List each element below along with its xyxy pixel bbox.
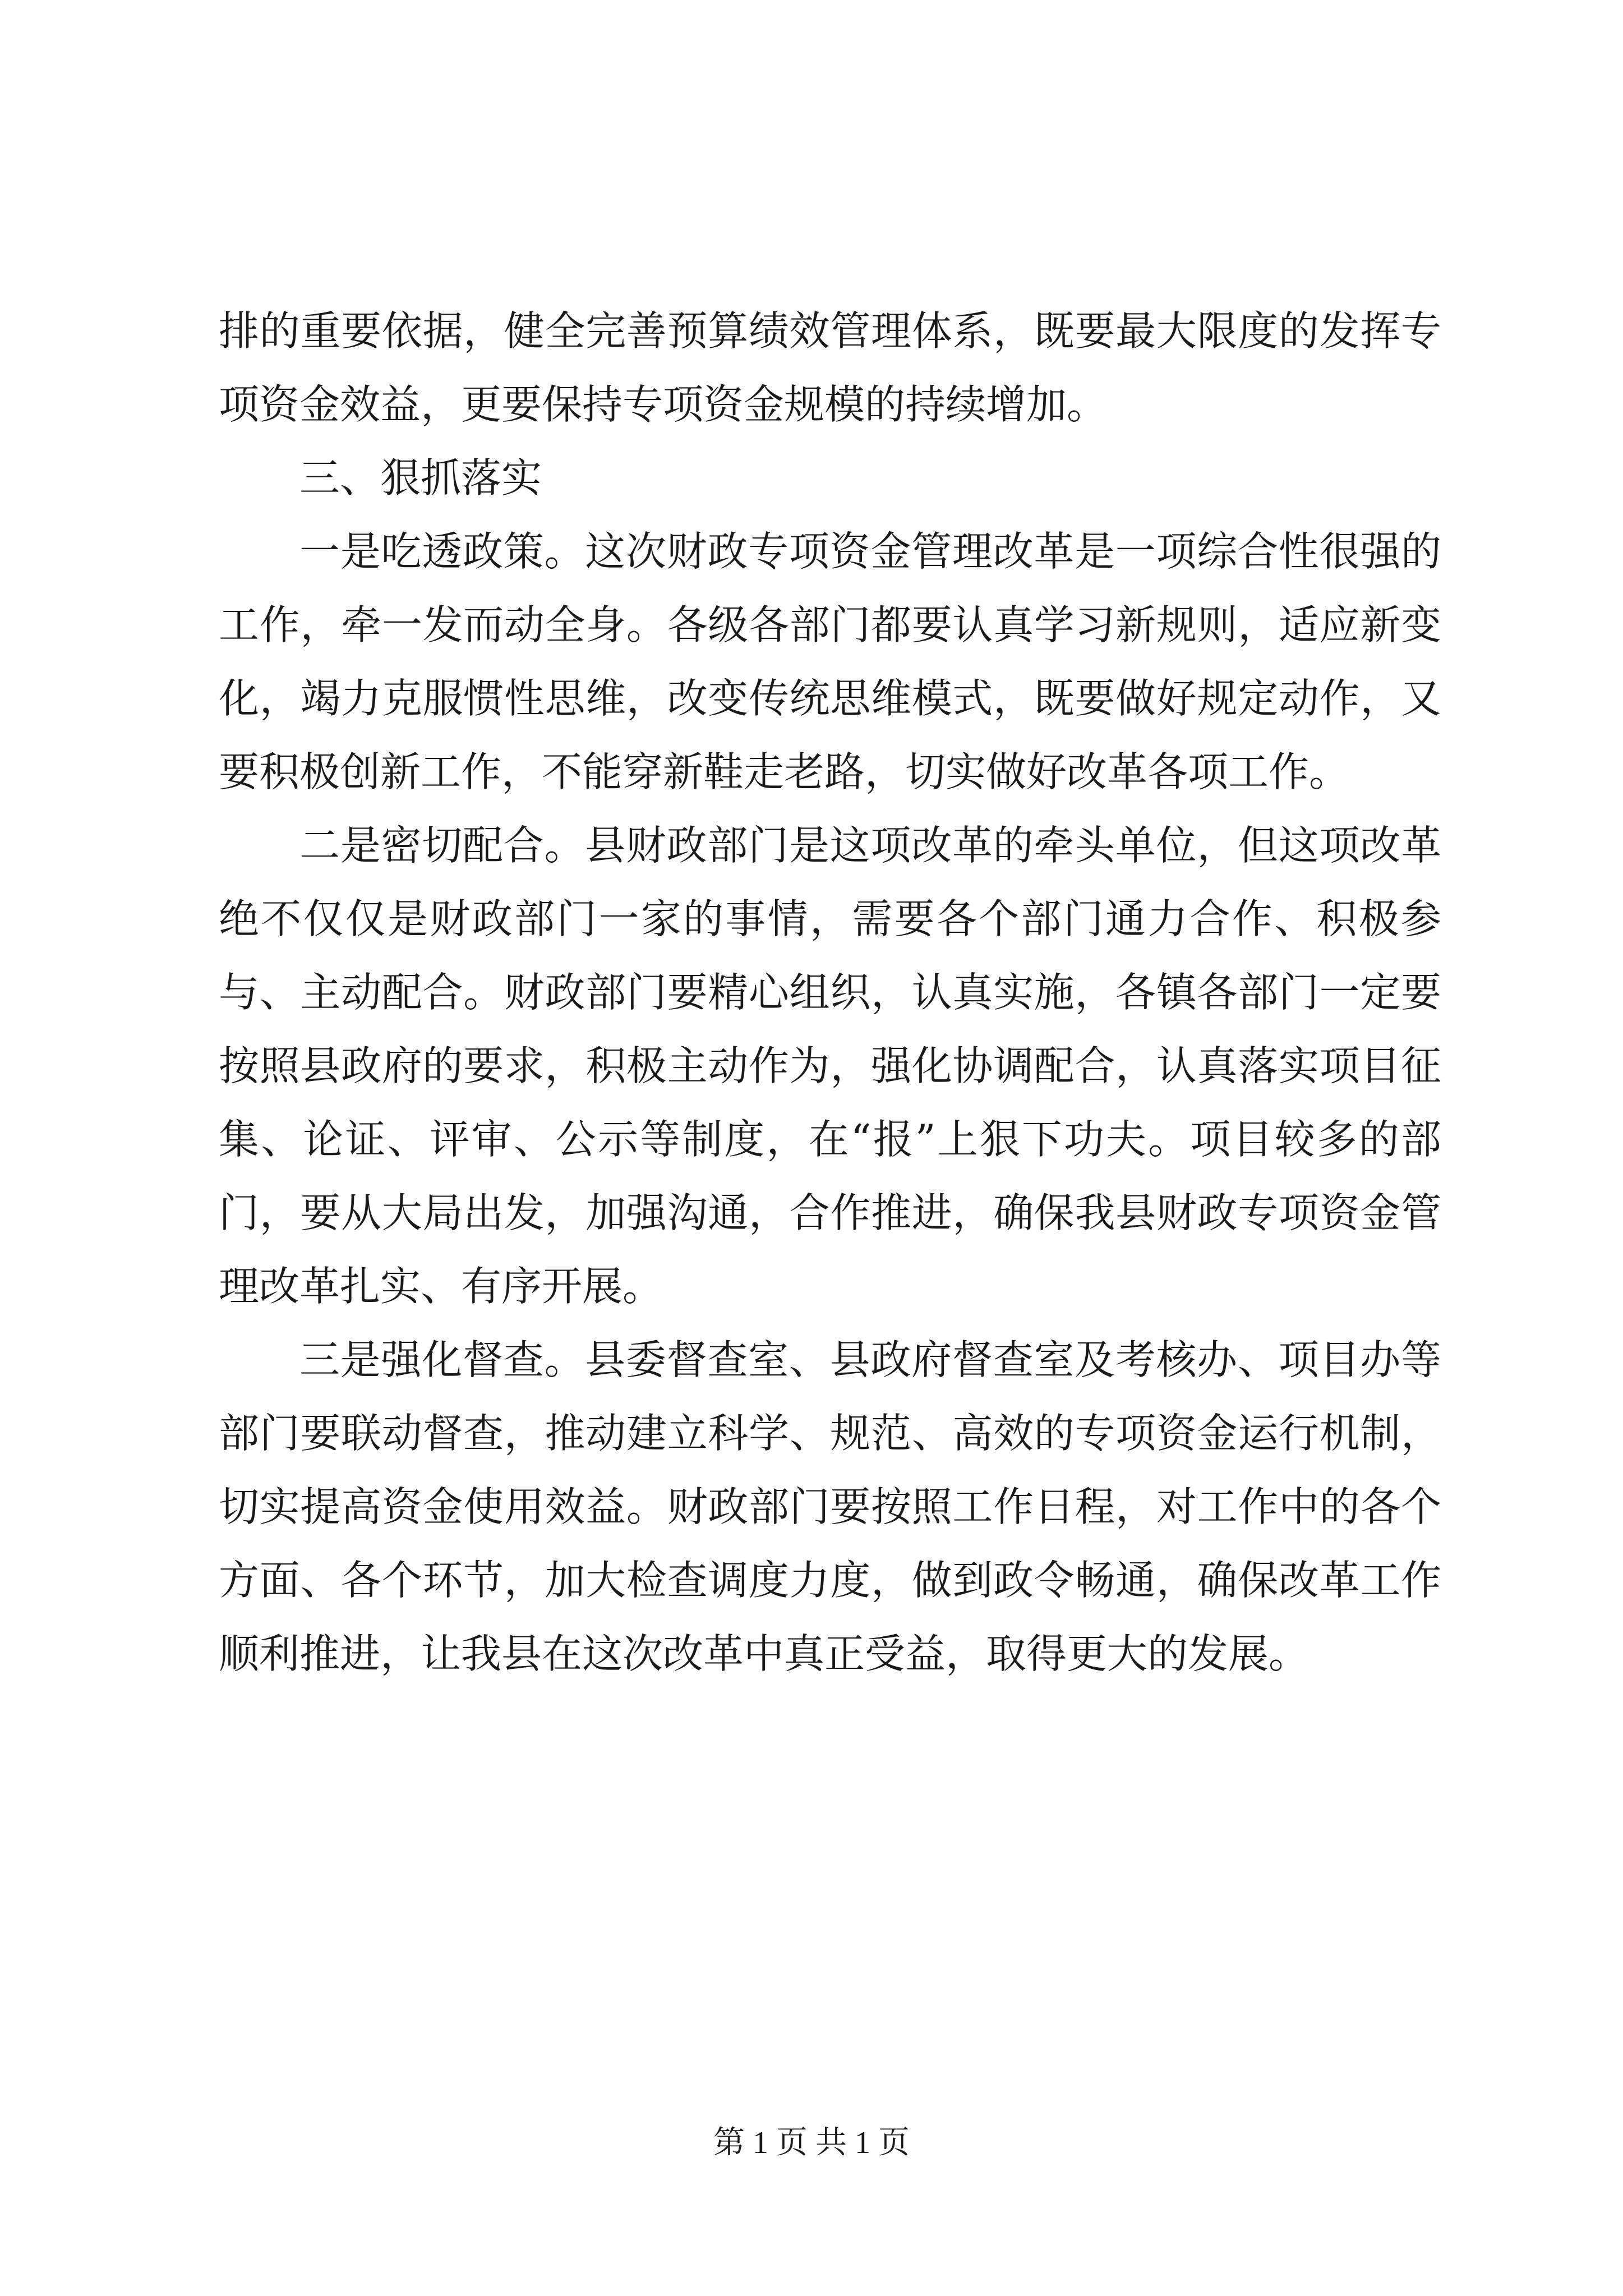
paragraph-continuation: 排的重要依据，健全完善预算绩效管理体系，既要最大限度的发挥专项资金效益，更要保持专项资金规模的持续增加。 (219, 307, 1441, 428)
section-heading: 三、狠抓落实 (299, 454, 542, 501)
body-text (219, 295, 1441, 1691)
page-footer: 第 1 页 共 1 页 (713, 2125, 910, 2160)
paragraph-policy: 一是吃透政策。这次财政专项资金管理改革是一项综合性很强的工作，牵一发而动全身。各级各部门都要认真学习新规则，适应新变化，竭力克服惯性思维，改变传统思维模式，既要做好规定动作，又要积极创新工作，不能穿新鞋走老路，切实做好改革各项工作。 (219, 528, 1441, 795)
paragraph-cooperation: 二是密切配合。县财政部门是这项改革的牵头单位，但这项改革绝不仅仅是财政部门一家的事情，需要各个部门通力合作、积极参与、主动配合。财政部门要精心组织，认真实施，各镇各部门一定要按照县政府的要求，积极主动作为，强化协调配合，认真落实项目征集、论证、评审、公示等制度，在“报”上狠下功夫。项目较多的部门，要从大局出发，加强沟通，合作推进，确保我县财政专项资金管理改革扎实、有序开展。 (219, 822, 1441, 1310)
paragraph-supervision: 三是强化督查。县委督查室、县政府督查室及考核办、项目办等部门要联动督查，推动建立科学、规范、高效的专项资金运行机制，切实提高资金使用效益。财政部门要按照工作日程，对工作中的各个方面、各个环节，加大检查调度力度，做到政令畅通，确保改革工作顺利推进，让我县在这次改革中真正受益，取得更大的发展。 (219, 1336, 1441, 1677)
